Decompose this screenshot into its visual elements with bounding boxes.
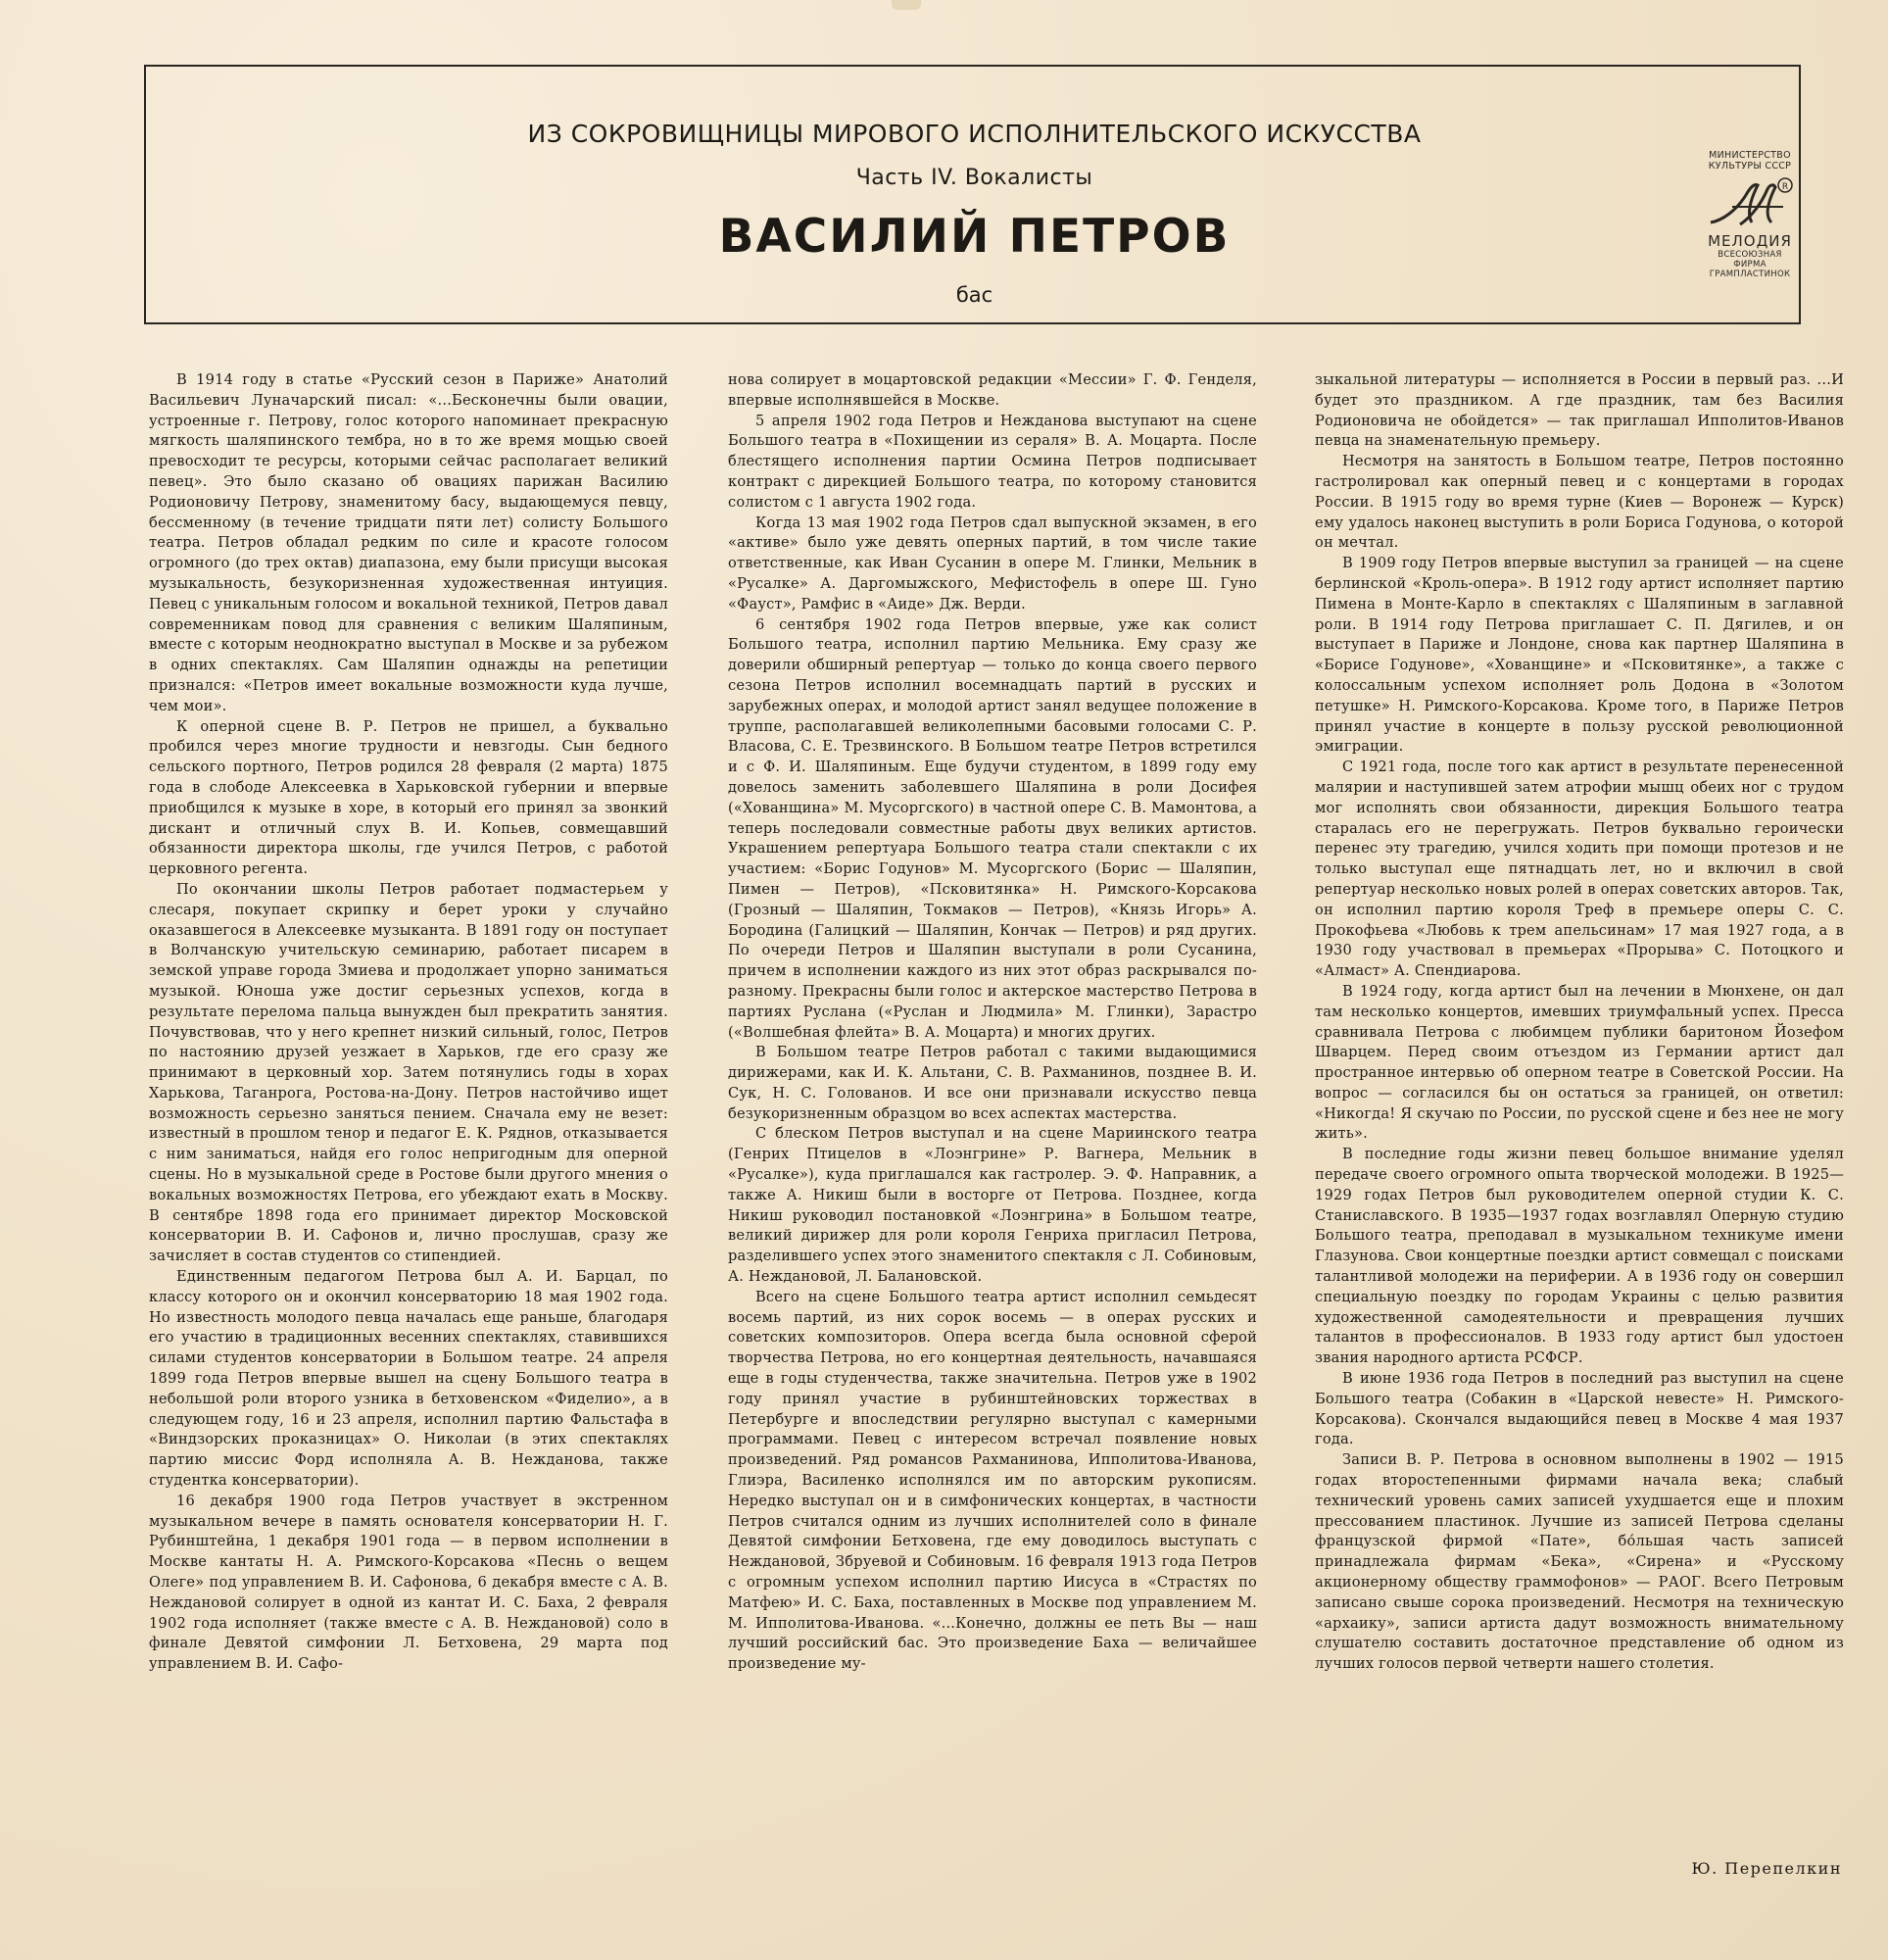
logo-company-line-3: ГРАМПЛАСТИНОК bbox=[1709, 270, 1791, 279]
paragraph: зыкальной литературы — исполняется в России в первый раз. ...И будет это праздником. А где праздник, там без Василия Родионовича не обойдется» — так приглашал Ипполитов-Иванов певца на знаменательную премьеру. bbox=[1315, 371, 1844, 450]
paragraph: В последние годы жизни певец большое внимание уделял передаче своего огромного опыта творческой молодежи. В 1925—1929 годах Петров был руководителем оперной студии К. С. Станиславского. В 1935—1937 годах возглавлял Оперную студию Большого театра, преподавал в музыкальном техникуме имени Глазунова. Свои концертные поездки артист совмещал с поисками талантливой молодежи на периферии. А в 1936 году он совершил специальную поездку по городам Украины с целью развития художественной самодеятельности и превращения лучших талантов в профессионалов. В 1933 году артист был удостоен звания народного артиста РСФСР. bbox=[1315, 1146, 1844, 1367]
paragraph: Когда 13 мая 1902 года Петров сдал выпускной экзамен, в его «активе» было уже девять оперных партий, в том числе такие ответственные, как Иван Сусанин в опере М. Глинки, Мельник в «Русалке» А. Даргомыжского, Мефистофель в опере Ш. Гуно «Фауст», Рамфис в «Аиде» Дж. Верди. bbox=[728, 514, 1257, 612]
paragraph: В 1909 году Петров впервые выступил за границей — на сцене берлинской «Кроль-опера». В 1912 году артист исполняет партию Пимена в Монте-Карло в спектаклях с Шаляпиным в заглавной роли. В 1914 году Петрова приглашает С. П. Дягилев, и он выступает в Париже и Лондоне, снова как партнер Шаляпина в «Борисе Годунове», «Хованщине» и «Псковитянке», а также с колоссальным успехом исполняет роль Додона в «Золотом петушке» Н. Римского-Корсакова. Кроме того, в Париже Петров принял участие в концерте в пользу русской революционной эмиграции. bbox=[1315, 555, 1844, 756]
author-signature: Ю. Перепелкин bbox=[1691, 1859, 1842, 1878]
artist-name: ВАСИЛИЙ ПЕТРОВ bbox=[718, 210, 1231, 264]
series-title: ИЗ СОКРОВИЩНИЦЫ МИРОВОГО ИСПОЛНИТЕЛЬСКОГО ИСКУССТВА bbox=[527, 120, 1422, 148]
paragraph: В 1924 году, когда артист был на лечении в Мюнхене, он дал там несколько концертов, имевших триумфальный успех. Пресса сравнивала Петрова с любимцем публики баритоном Йозефом Шварцем. Перед своим отъездом из Германии артист дал пространное интервью об оперном театре в Советской России. На вопрос — согласился бы он остаться за границей, он ответил: «Никогда! Я скучаю по России, по русской сцене и без нее не могу жить». bbox=[1315, 982, 1844, 1143]
paragraph: В Большом театре Петров работал с такими выдающимися дирижерами, как И. К. Альтани, С. В. Рахманинов, позднее В. И. Сук, Н. С. Голованов. И все они признавали искусство певца безукоризненным образцом во всех аспектах мастерства. bbox=[728, 1044, 1257, 1122]
text-column-2 bbox=[728, 370, 1257, 1880]
paragraph: 6 сентября 1902 года Петров впервые, уже как солист Большого театра, исполнил партию Мельника. Ему сразу же доверили обширный репертуар — только до конца своего первого сезона Петров исполнил восемнадцать партий в русских и зарубежных операх, и молодой артист занял ведущее положение в труппе, располагавшей великолепными басовыми голосами С. Р. Власова, С. Е. Трезвинского. В Большом театре Петров встретился и с Ф. И. Шаляпиным. Еще будучи студентом, в 1899 году ему довелось заменить заболевшего Шаляпина в роли Досифея («Хованщина» М. Мусоргского) в частной опере С. В. Мамонтова, а теперь последовали совместные работы двух великих артистов. Украшением репертуара Большого театра стали спектакли с их участием: «Борис Годунов» М. Мусоргского (Борис — Шаляпин, Пимен — Петров), «Псковитянка» Н. Римского-Корсакова (Грозный — Шаляпин, Токмаков — Петров), «Князь Игорь» А. Бородина (Галицкий — Шаляпин, Кончак — Петров) и ряд других. По очереди Петров и Шаляпин выступали в роли Сусанина, причем в исполнении каждого из них этот образ раскрывался по-разному. Прекрасны были голос и актерское мастерство Петрова в партиях Руслана («Руслан и Людмила» М. Глинки), Зарастро («Волшебная флейта» В. А. Моцарта) и многих других. bbox=[728, 615, 1257, 1041]
logo-ministry-line-2: КУЛЬТУРЫ СССР bbox=[1708, 161, 1792, 172]
paragraph: Единственным педагогом Петрова был А. И. Барцал, по классу которого он и окончил консерваторию 18 мая 1902 года. Но известность молодого певца началась еще раньше, благодаря его участию в традиционных весенних спектаклях, ставившихся силами студентов консерватории в Большом театре. 24 апреля 1899 года Петров впервые вышел на сцену Большого театра в небольшой роли второго узника в бетховенском «Фиделио», а в следующем году, 16 и 23 апреля, исполнил партию Фальстафа в «Виндзорских проказницах» О. Николаи (в этих спектаклях партию миссис Форд исполняла А. В. Нежданова, также студентка консерватории). bbox=[149, 1268, 668, 1490]
paragraph: Всего на сцене Большого театра артист исполнил семьдесят восемь партий, из них сорок восемь — в операх русских и советских композиторов. Опера всегда была основной сферой творчества Петрова, но его концертная деятельность, начавшаяся еще в годы студенчества, также значительна. Петров уже в 1902 году принял участие в рубинштейновских торжествах в Петербурге и впоследствии регулярно выступал с камерными программами. Певец с интересом встречал появление новых произведений. Ряд романсов Рахманинова, Ипполитова-Иванова, Глиэра, Василенко исполнялся им по авторским рукописям. Нередко выступал он и в симфонических концертах, в частности Петров считался одним из лучших исполнителей соло в финале Девятой симфонии Бетховена, где ему доводилось выступать с Неждановой, Збруевой и Собиновым. 16 февраля 1913 года Петров с огромным успехом исполнил партию Иисуса в «Страстях по Матфею» И. С. Баха, поставленных в Москве под управлением М. М. Ипполитова-Иванова. «...Конечно, должны ее петь Вы — наш лучший российский бас. Это произведение Баха — величайшее произведение му- bbox=[728, 1288, 1257, 1673]
paper-wear-mark bbox=[892, 0, 921, 10]
paragraph: К оперной сцене В. Р. Петров не пришел, а буквально пробился через многие трудности и невзгоды. Сын бедного сельского портного, Петров родился 28 февраля (2 марта) 1875 года в слободе Алексеевка в Харьковской губернии и впервые приобщился к музыке в хоре, в который его принял за звонкий дискант и отличный слух В. И. Копьев, совмещавший обязанности директора школы, где учился Петров, с работой церковного регента. bbox=[149, 717, 668, 878]
paragraph: В 1914 году в статье «Русский сезон в Париже» Анатолий Васильевич Луначарский писал: «...Бесконечны были овации, устроенные г. Петрову, голос которого напоминает прекрасную мягкость шаляпинского тембра, но в то же время мощью своей превосходит те ресурсы, которыми сейчас располагает великий певец». Это было сказано об овациях парижан Василию Родионовичу Петрову, знаменитому басу, выдающемуся певцу, бессменному (в течение тридцати пяти лет) солисту Большого театра. Петров обладал редким по силе и красоте голосом огромного (до трех октав) диапазона, ему были присущи высокая музыкальность, безукоризненная художественная интуиция. Певец с уникальным голосом и вокальной техникой, Петров давал современникам повод для сравнения с великим Шаляпиным, вместе с которым неоднократно выступал в Москве и за рубежом в одних спектаклях. Сам Шаляпин однажды на репетиции признался: «Петров имеет вокальные возможности куда лучше, чем мои». bbox=[149, 371, 668, 714]
logo-company-line-1: ВСЕСОЮЗНАЯ bbox=[1718, 250, 1782, 260]
paragraph: Записи В. Р. Петрова в основном выполнены в 1902 — 1915 годах второстепенными фирмами начала века; слабый технический уровень самих записей ухудшается еще и плохим прессованием пластинок. Лучшие из записей Петрова сделаны французской фирмой «Пате», бо́льшая часть записей принадлежала фирмам «Бека», «Сирена» и «Русскому акционерному обществу граммофонов» — РАОГ. Всего Петровым записано свыше сорока произведений. Несмотря на техническую «архаику», записи артиста дадут возможность внимательному слушателю составить достаточное представление об одном из лучших голосов первой четверти нашего столетия. bbox=[1315, 1451, 1844, 1673]
paragraph: С блеском Петров выступал и на сцене Мариинского театра (Генрих Птицелов в «Лоэнгрине» Р. Вагнера, Мельник в «Русалке»), куда приглашался как гастролер. Э. Ф. Направник, а также А. Никиш были в восторге от Петрова. Позднее, когда Никиш руководил постановкой «Лоэнгрина» в Большом театре, великий дирижер для роли короля Генриха пригласил Петрова, разделившего успех этого знаменитого спектакля с Л. Собиновым, А. Неждановой, Л. Балановской. bbox=[728, 1125, 1257, 1286]
title-frame bbox=[144, 65, 1801, 324]
paragraph: С 1921 года, после того как артист в результате перенесенной малярии и наступившей затем атрофии мышц обеих ног с трудом мог исполнять свои обязанности, дирекция Большого театра старалась его не перегружать. Петров буквально героически перенес эту трагедию, учился ходить при помощи протезов и не только выступал еще пятнадцать лет, но и включил в свой репертуар несколько новых ролей в операх советских авторов. Так, он исполнил партию короля Треф в премьере оперы С. С. Прокофьева «Любовь к трем апельсинам» 17 мая 1927 года, а в 1930 году участвовал в премьерах «Прорыва» С. Потоцкого и «Алмаст» А. Спендиарова. bbox=[1315, 759, 1844, 980]
text-column-1 bbox=[149, 370, 668, 1880]
paragraph: нова солирует в моцартовской редакции «Мессии» Г. Ф. Генделя, впервые исполнявшейся в Москве. bbox=[728, 371, 1257, 409]
melodiya-emblem-icon bbox=[1703, 173, 1797, 234]
paragraph: По окончании школы Петров работает подмастерьем у слесаря, покупает скрипку и берет уроки у случайно оказавшегося в Алексеевке музыканта. В 1891 году он поступает в Волчанскую учительскую семинарию, работает писарем в земской управе города Змиева и продолжает упорно заниматься музыкой. Юноша уже достиг серьезных успехов, когда в результате перелома пальца вынужден был прекратить занятия. Почувствовав, что у него крепнет низкий сильный, голос, Петров по настоянию друзей уезжает в Харьков, где его сразу же принимают в церковный хор. Затем потянулись годы в хорах Харькова, Таганрога, Ростова-на-Дону. Петров настойчиво ищет возможность серьезно заняться пением. Сначала ему не везет: известный в прошлом тенор и педагог Е. К. Ряднов, отказывается с ним заниматься, найдя его голос непригодным для оперной сцены. Но в музыкальной среде в Ростове были другого мнения о вокальных возможностях Петрова, его убеждают ехать в Москву. В сентябре 1898 года его принимает директор Московской консерватории В. И. Сафонов и, лично прослушав, сразу же зачисляет в состав студентов со стипендией. bbox=[149, 880, 668, 1265]
paragraph: 5 апреля 1902 года Петров и Нежданова выступают на сцене Большого театра в «Похищении из сераля» В. А. Моцарта. После блестящего исполнения партии Осмина Петров подписывает контракт с дирекцией Большого театра, по которому становится солистом с 1 августа 1902 года. bbox=[728, 412, 1257, 511]
melodiya-logo bbox=[1692, 150, 1808, 297]
part-subtitle: Часть IV. Вокалисты bbox=[855, 166, 1093, 190]
paragraph: В июне 1936 года Петров в последний раз выступил на сцене Большого театра (Собакин в «Царской невесте» Н. Римского-Корсакова). Скончался выдающийся певец в Москве 4 мая 1937 года. bbox=[1315, 1370, 1844, 1448]
logo-ministry-line-1: МИНИСТЕРСТВО bbox=[1709, 150, 1791, 161]
logo-brand: МЕЛОДИЯ bbox=[1708, 232, 1792, 250]
registered-mark: R bbox=[1781, 182, 1789, 192]
paragraph: 16 декабря 1900 года Петров участвует в экстренном музыкальном вечере в память основателя консерватории Н. Г. Рубинштейна, 1 декабря 1901 года — в первом исполнении в Москве кантаты Н. А. Римского-Корсакова «Песнь о вещем Олеге» под управлением В. И. Сафонова, 6 декабря вместе с А. В. Неждановой солирует в одной из кантат И. С. Баха, 2 февраля 1902 года исполняет (также вместе с А. В. Неждановой) соло в финале Девятой симфонии Л. Бетховена, 29 марта под управлением В. И. Сафо- bbox=[149, 1492, 668, 1673]
text-column-3 bbox=[1315, 370, 1844, 1880]
logo-company-line-2: ФИРМА bbox=[1733, 260, 1767, 270]
voice-type: бас bbox=[955, 283, 993, 307]
paragraph: Несмотря на занятость в Большом театре, Петров постоянно гастролировал как оперный певец и с концертами в городах России. В 1915 году во время турне (Киев — Воронеж — Курск) ему удалось наконец выступить в роли Бориса Годунова, о которой он мечтал. bbox=[1315, 453, 1844, 552]
